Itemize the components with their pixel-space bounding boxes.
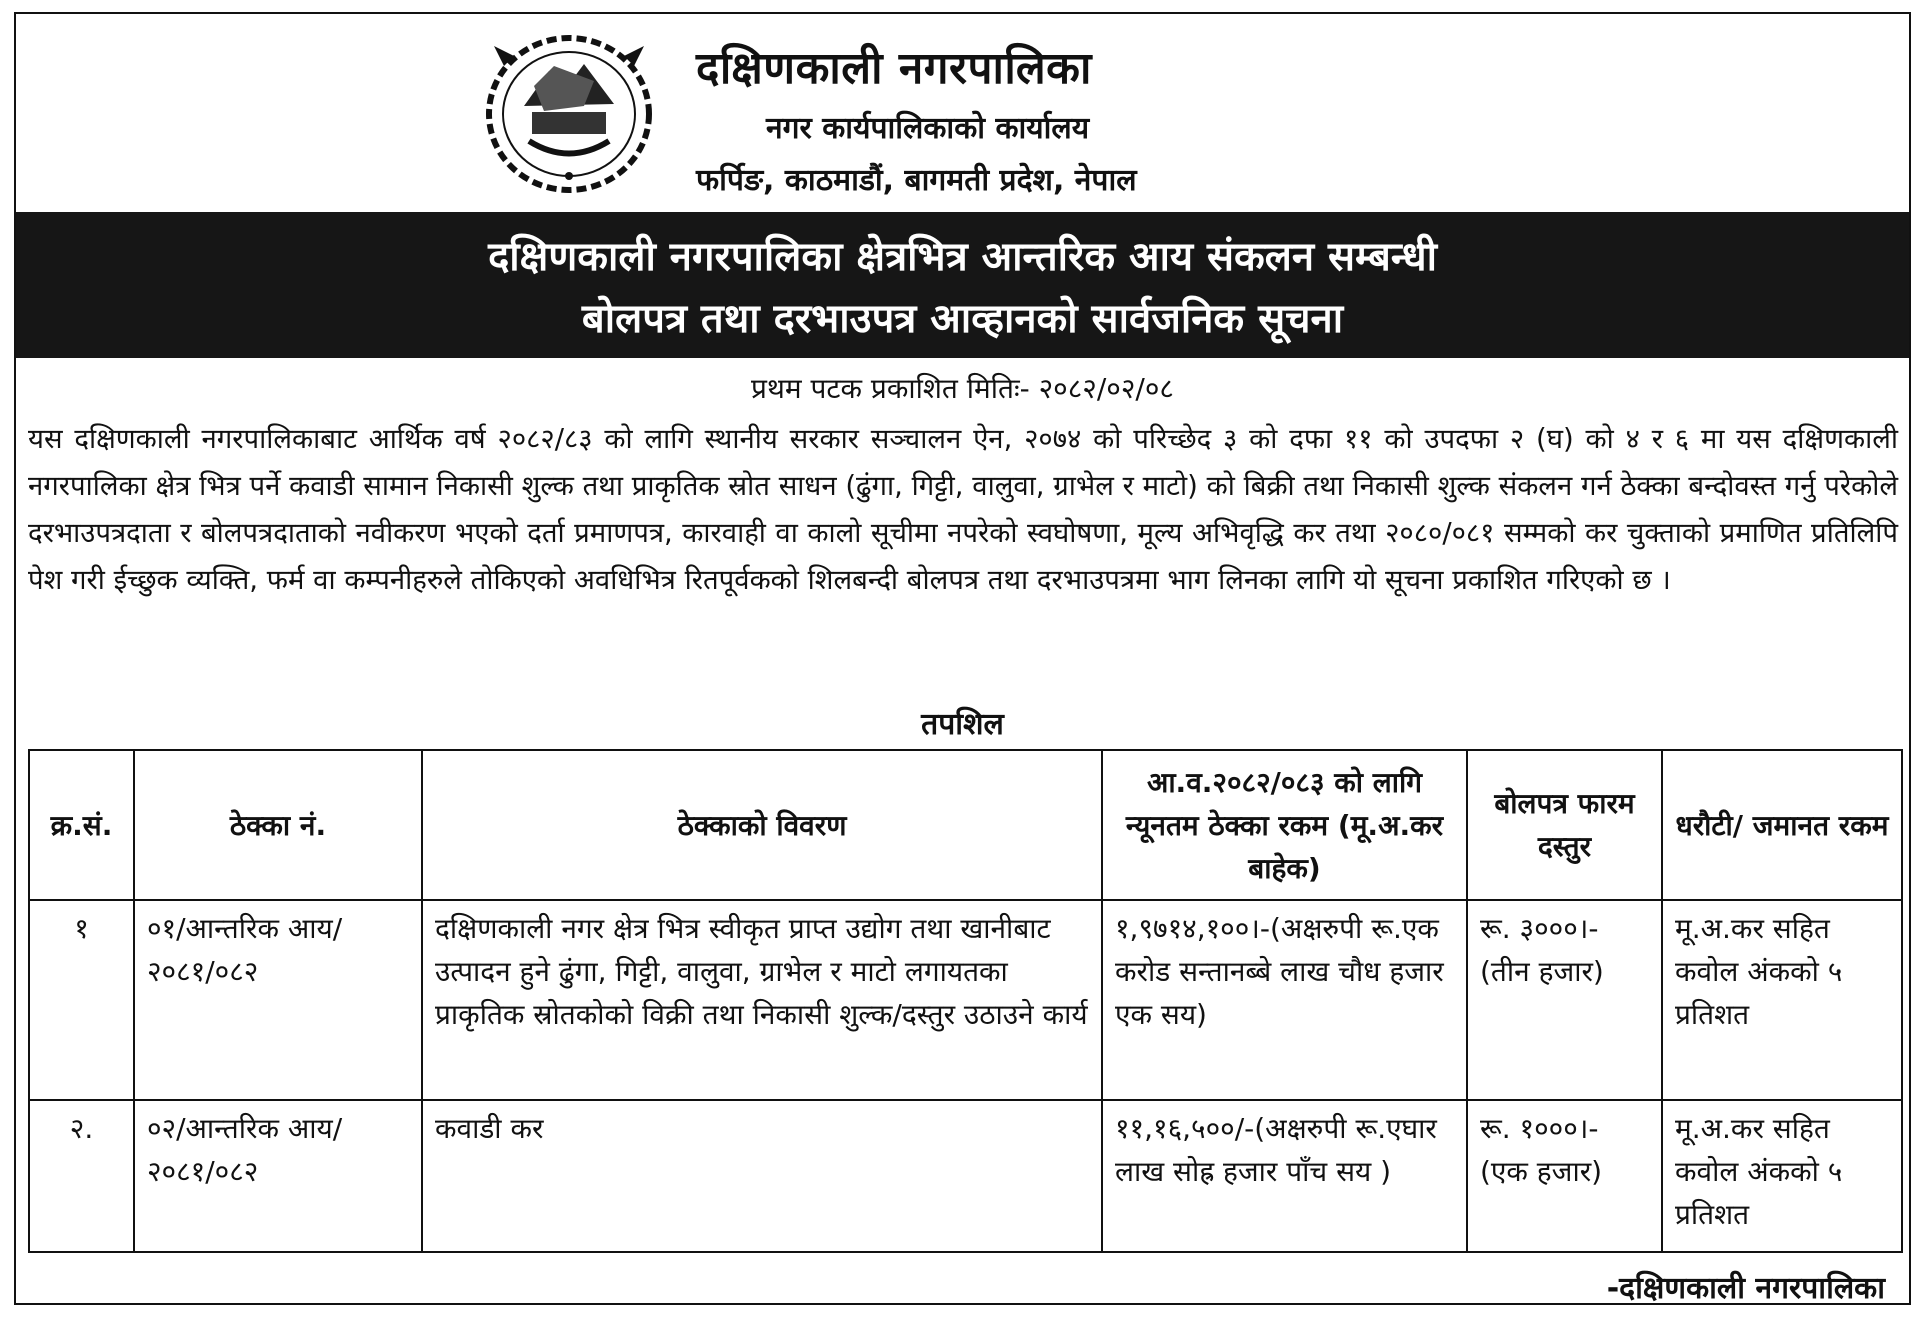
- header-deposit: धरौटी/ जमानत रकम: [1662, 750, 1902, 900]
- cell-deposit: मू.अ.कर सहित कवोल अंकको ५ प्रतिशत: [1662, 900, 1902, 1100]
- table-title: तपशिल: [921, 707, 1004, 742]
- cell-min-amount: १,९७१४,१००।-(अक्षरुपी रू.एक करोड सन्तानब्बे लाख चौध हजार एक सय): [1102, 900, 1467, 1100]
- header-contract-no: ठेक्का नं.: [134, 750, 422, 900]
- notice-banner: [16, 212, 1909, 358]
- banner-line-1: दक्षिणकाली नगरपालिका क्षेत्रभित्र आन्तरिक आय संकलन सम्बन्धी: [488, 234, 1437, 280]
- signature: -दक्षिणकाली नगरपालिका: [1606, 1271, 1885, 1306]
- banner-line-2: बोलपत्र तथा दरभाउपत्र आव्हानको सार्वजनिक सूचना: [581, 296, 1344, 342]
- contract-table: [28, 749, 1903, 1253]
- cell-serial: २.: [29, 1100, 134, 1252]
- table-row: [29, 1100, 1902, 1252]
- cell-description: कवाडी कर: [422, 1100, 1102, 1252]
- municipality-title: दक्षिणकाली नगरपालिका: [696, 43, 1092, 94]
- header-serial: क्र.सं.: [29, 750, 134, 900]
- header-form-fee: बोलपत्र फारम दस्तुर: [1467, 750, 1662, 900]
- office-address: फर्पिङ, काठमाडौं, बागमती प्रदेश, नेपाल: [696, 163, 1137, 198]
- notice-frame: [14, 12, 1911, 1305]
- nepal-emblem-icon: [474, 26, 664, 196]
- header-description: ठेक्काको विवरण: [422, 750, 1102, 900]
- cell-deposit: मू.अ.कर सहित कवोल अंकको ५ प्रतिशत: [1662, 1100, 1902, 1252]
- cell-description: दक्षिणकाली नगर क्षेत्र भित्र स्वीकृत प्राप्त उद्योग तथा खानीबाट उत्पादन हुने ढुंगा, गिट्टी, वालुवा, ग्राभेल र माटो लगायतका प्राकृतिक स्रोतकोको विक्री तथा निकासी शुल्क/दस्तुर उठाउने कार्य: [422, 900, 1102, 1100]
- cell-contract-no: ०२/आन्तरिक आय/२०८१/०८२: [134, 1100, 422, 1252]
- cell-form-fee: रू. १०००।- (एक हजार): [1467, 1100, 1662, 1252]
- cell-serial: १: [29, 900, 134, 1100]
- publish-date: प्रथम पटक प्रकाशित मितिः- २०८२/०२/०८: [751, 372, 1174, 405]
- cell-min-amount: ११,१६,५००/-(अक्षरुपी रू.एघार लाख सोह्र हजार पाँच सय ): [1102, 1100, 1467, 1252]
- notice-body-paragraph: यस दक्षिणकाली नगरपालिकाबाट आर्थिक वर्ष २०८२/८३ को लागि स्थानीय सरकार सञ्चालन ऐन, २०७४ को परिच्छेद ३ को दफा ११ को उपदफा २ (घ) को ४ र ६ मा यस दक्षिणकाली नगरपालिका क्षेत्र भित्र पर्ने कवाडी सामान निकासी शुल्क तथा प्राकृतिक स्रोत साधन (ढुंगा, गिट्टी, वालुवा, ग्राभेल र माटो) को बिक्री तथा निकासी शुल्क संकलन गर्न ठेक्का बन्दोवस्त गर्नु परेकोले दरभाउपत्रदाता र बोलपत्रदाताको नवीकरण भएको दर्ता प्रमाणपत्र, कारवाही वा कालो सूचीमा नपरेको स्वघोषणा, मूल्य अभिवृद्धि कर तथा २०८०/०८१ सम्मको कर चुक्ताको प्रमाणित प्रतिलिपि पेश गरी ईच्छुक व्यक्ति, फर्म वा कम्पनीहरुले तोकिएको अवधिभित्र रितपूर्वकको शिलबन्दी बोलपत्र तथा दरभाउपत्रमा भाग लिनका लागि यो सूचना प्रकाशित गरिएको छ ।: [28, 423, 1898, 596]
- cell-contract-no: ०१/आन्तरिक आय/२०८१/०८२: [134, 900, 422, 1100]
- header-min-amount: आ.व.२०८२/०८३ को लागि न्यूनतम ठेक्का रकम (मू.अ.कर बाहेक): [1102, 750, 1467, 900]
- cell-form-fee: रू. ३०००।- (तीन हजार): [1467, 900, 1662, 1100]
- table-header-row: [29, 750, 1902, 900]
- notice-header: [16, 14, 1909, 212]
- table-row: [29, 900, 1902, 1100]
- office-subtitle: नगर कार्यपालिकाको कार्यालय: [766, 111, 1090, 146]
